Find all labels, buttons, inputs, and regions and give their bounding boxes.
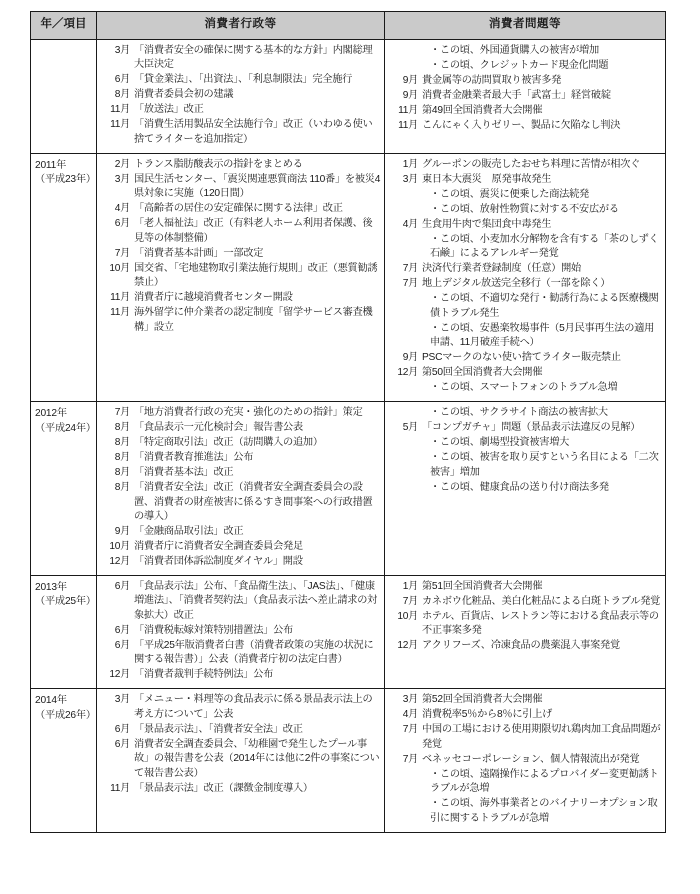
event-month: 6月 <box>114 738 130 750</box>
event-entry <box>388 104 662 118</box>
event-text: 第49回全国消費者大会開催 <box>422 104 543 116</box>
event-text: 消費者委員会初の建議 <box>134 89 234 101</box>
event-text: 消費者庁に消費者安全調査委員会発足 <box>134 541 303 552</box>
year-cell <box>31 402 97 576</box>
event-text: ・この頃、外国通貨購入の被害が増加 <box>430 45 599 56</box>
event-note <box>388 768 662 797</box>
consumer-administration-cell <box>97 40 385 154</box>
event-month: 11月 <box>110 782 130 794</box>
event-entry <box>388 708 662 722</box>
table-row <box>31 689 666 832</box>
event-text: PSCマークのない使い捨てライター販売禁止 <box>422 352 621 364</box>
event-month: 3月 <box>114 173 130 185</box>
event-month: 11月 <box>110 292 130 304</box>
event-month: 10月 <box>109 541 130 552</box>
event-entry <box>100 247 381 261</box>
event-entry <box>100 639 381 668</box>
event-text: トランス脂肪酸表示の指針をまとめる <box>134 158 303 170</box>
event-text: 生食用牛肉で集団食中毒発生 <box>422 218 552 230</box>
event-text: 「食品表示法」公布、「食品衛生法」、「JAS法」、「健康増進法」、「消費者契約法」（食品表示法へ差止請求の対象拡大）改正 <box>134 580 378 621</box>
event-entry <box>388 351 662 365</box>
event-entry <box>388 610 662 639</box>
event-text: アクリフーズ、冷凍食品の農薬混入事案発覚 <box>422 640 620 652</box>
event-text: 「貸金業法」、「出資法」、「利息制限法」完全施行 <box>134 74 353 86</box>
event-text: ・この頃、クレジットカード現金化問題 <box>430 59 609 71</box>
event-text: ・この頃、海外事業者とのバイナリーオプション取引に関するトラブルが急増 <box>430 798 658 824</box>
column-header-consumer-administration: 消費者行政等 <box>97 12 385 40</box>
year-label-japanese-era: （平成26年） <box>35 709 96 721</box>
event-text: 海外留学に仲介業者の認定制度「留学サービス審査機構」設立 <box>134 307 373 333</box>
event-month: 9月 <box>114 526 130 538</box>
event-text: 「景品表示法」改正（課徴金制度導入） <box>134 782 313 794</box>
event-entry <box>100 118 381 147</box>
event-month: 6月 <box>114 218 130 230</box>
consumer-issues-cell <box>385 40 666 154</box>
event-text: 地上デジタル放送完全移行（一部を除く） <box>422 278 611 290</box>
event-entry <box>388 218 662 232</box>
event-text: 「放送法」改正 <box>134 104 204 116</box>
event-entry <box>100 262 381 291</box>
table-header <box>31 12 666 40</box>
event-entry <box>100 158 381 172</box>
event-text: 「老人福祉法」改正（有料老人ホーム利用者保護、後見等の体制整備） <box>134 218 373 244</box>
year-cell <box>31 40 97 154</box>
event-note <box>388 188 662 202</box>
event-text: 「特定商取引法」改正（訪問購入の追加） <box>134 437 323 449</box>
event-month: 11月 <box>398 104 418 116</box>
event-text: 貴金属等の訪問買取り被害多発 <box>422 74 562 86</box>
event-entry <box>100 173 381 202</box>
event-note <box>388 322 662 351</box>
event-text: ・この頃、放射性物質に対する不安広がる <box>430 203 619 215</box>
year-cell <box>31 689 97 832</box>
consumer-administration-cell <box>97 689 385 832</box>
event-text: ホテル、百貨店、レストラン等における食品表示等の不正事案多発 <box>422 610 659 637</box>
event-note <box>388 797 662 826</box>
event-month: 5月 <box>402 422 418 434</box>
event-month: 10月 <box>109 262 130 274</box>
event-entry <box>100 436 381 450</box>
event-month: 12月 <box>397 640 418 652</box>
event-month: 4月 <box>402 218 418 230</box>
event-month: 12月 <box>109 555 130 567</box>
event-entry <box>100 103 381 117</box>
event-entry <box>388 173 662 187</box>
event-month: 8月 <box>114 452 130 464</box>
event-text: 第52回全国消費者大会開催 <box>422 694 543 706</box>
event-text: グルーポンの販売したおせち料理に苦情が相次ぐ <box>422 158 641 170</box>
event-entry <box>100 624 381 638</box>
event-text: 「高齢者の居住の安定確保に関する法律」改正 <box>134 203 343 215</box>
event-text: ・この頃、遠隔操作によるプロバイダー変更勧誘トラブルが急増 <box>430 768 659 795</box>
event-month: 7月 <box>402 753 418 765</box>
event-entry <box>100 723 381 737</box>
event-entry <box>388 421 662 435</box>
event-text: 「地方消費者行政の充実・強化のための指針」策定 <box>134 407 363 419</box>
event-entry <box>388 595 662 609</box>
event-entry <box>100 738 381 781</box>
year-label-japanese-era: （平成24年） <box>35 422 96 434</box>
event-text: 「景品表示法」、「消費者安全法」改正 <box>134 723 303 735</box>
event-entry <box>388 723 662 752</box>
event-entry <box>100 306 381 335</box>
event-entry <box>388 89 662 103</box>
event-note <box>388 381 662 395</box>
event-text: 「消費生活用製品安全法施行令」改正（いわゆる使い捨てライターを追加指定） <box>134 119 373 145</box>
event-note <box>388 436 662 450</box>
event-entry <box>388 119 662 133</box>
event-entry <box>100 555 381 569</box>
year-label-japanese-era: （平成25年） <box>35 596 96 608</box>
event-entry <box>100 406 381 420</box>
event-month: 7月 <box>402 724 418 736</box>
event-text: ・この頃、不適切な発行・勧誘行為による医療機関債トラブル発生 <box>430 293 659 319</box>
consumer-administration-cell <box>97 575 385 688</box>
event-entry <box>388 693 662 707</box>
event-month: 2月 <box>114 158 130 170</box>
event-text: 消費者庁に越境消費者センター開設 <box>134 292 293 304</box>
event-text: ・この頃、被害を取り戻すという名目による「二次被害」増加 <box>430 452 659 478</box>
event-month: 8月 <box>114 89 130 101</box>
consumer-issues-cell <box>385 402 666 576</box>
event-entry <box>388 277 662 291</box>
event-text: 「金融商品取引法」改正 <box>134 526 244 538</box>
event-text: 「平成25年版消費者白書（消費者政策の実施の状況に関する報告書）」公表（消費者庁初の法定白書） <box>134 639 374 666</box>
event-month: 11月 <box>110 307 130 319</box>
consumer-issues-cell <box>385 689 666 832</box>
event-month: 4月 <box>402 709 418 721</box>
event-entry <box>388 580 662 594</box>
consumer-administration-cell <box>97 153 385 401</box>
event-entry <box>100 693 381 722</box>
event-note <box>388 406 662 420</box>
event-month: 12月 <box>397 367 418 379</box>
event-entry <box>100 668 381 682</box>
table-row <box>31 153 666 401</box>
table-row <box>31 402 666 576</box>
event-month: 7月 <box>114 407 130 419</box>
consumer-issues-cell <box>385 575 666 688</box>
event-entry <box>100 782 381 796</box>
event-month: 8月 <box>114 482 130 494</box>
event-text: 国交省、「宅地建物取引業法施行規則」改正（悪質勧誘禁止） <box>134 262 378 289</box>
year-cell <box>31 575 97 688</box>
event-text: 消費者安全調査委員会、「幼稚園で発生したプール事故」の報告書を公表（2014年には他に2件の事案について報告書公表） <box>134 738 380 779</box>
event-month: 7月 <box>114 247 130 259</box>
event-text: カネボウ化粧品、美白化粧品による白斑トラブル発覚 <box>422 595 661 607</box>
table-header-row <box>31 12 666 40</box>
consumer-administration-cell <box>97 402 385 576</box>
event-month: 7月 <box>402 263 418 275</box>
event-text: 「消費者団体訴訟制度ダイヤル」開設 <box>134 555 303 567</box>
event-text: ・この頃、健康食品の送り付け商法多発 <box>430 481 609 493</box>
event-note <box>388 451 662 480</box>
event-text: 「消費者基本計画」一部改定 <box>134 247 264 259</box>
event-text: 「コンプガチャ」問題（景品表示法違反の見解） <box>422 422 641 434</box>
event-month: 3月 <box>402 694 418 706</box>
event-text: 東日本大震災 原発事故発生 <box>422 173 552 185</box>
event-text: 「消費者基本法」改正 <box>134 467 234 479</box>
event-text: 決済代行業者登録制度（任意）開始 <box>422 263 581 275</box>
event-text: 「消費者裁判手続特例法」公布 <box>134 669 274 681</box>
event-entry <box>388 753 662 767</box>
event-text: 「メニュー・料理等の食品表示に係る景品表示法上の考え方について」公表 <box>134 694 373 720</box>
event-entry <box>388 366 662 380</box>
event-month: 3月 <box>402 173 418 185</box>
year-cell <box>31 153 97 401</box>
event-month: 10月 <box>397 610 418 622</box>
event-entry <box>100 481 381 524</box>
event-month: 12月 <box>109 669 130 681</box>
table-body <box>31 40 666 833</box>
year-label-western: 2013年 <box>35 581 67 593</box>
event-text: ・この頃、小麦加水分解物を含有する「茶のしずく石鹸」によるアレルギー発覚 <box>430 233 659 260</box>
event-entry <box>100 421 381 435</box>
event-note <box>388 59 662 73</box>
event-entry <box>100 451 381 465</box>
event-text: ・この頃、サクラサイト商法の被害拡大 <box>430 407 608 419</box>
event-month: 8月 <box>114 422 130 434</box>
event-month: 6月 <box>114 580 130 592</box>
event-text: 国民生活センター、「震災関連悪質商法 110番」を被災4県対象に実施（120日間） <box>134 173 381 200</box>
consumer-affairs-chronology-table <box>30 11 666 833</box>
event-text: 「消費者教育推進法」公布 <box>134 452 254 464</box>
event-note <box>388 44 662 58</box>
consumer-issues-cell <box>385 153 666 401</box>
event-month: 1月 <box>402 158 418 170</box>
event-entry <box>100 217 381 246</box>
event-note <box>388 233 662 262</box>
event-text: 第51回全国消費者大会開催 <box>422 580 543 592</box>
event-entry <box>100 580 381 623</box>
event-text: 中国の工場における使用期限切れ鶏肉加工食品問題が発覚 <box>422 724 661 750</box>
event-entry <box>100 44 381 73</box>
event-text: ・この頃、震災に便乗した商法続発 <box>430 188 589 200</box>
event-note <box>388 203 662 217</box>
event-month: 3月 <box>114 694 130 706</box>
event-text: 「消費税転嫁対策特別措置法」公布 <box>134 624 293 636</box>
event-month: 11月 <box>110 104 130 116</box>
event-entry <box>388 158 662 172</box>
column-header-consumer-issues: 消費者問題等 <box>385 12 666 40</box>
event-month: 8月 <box>114 467 130 479</box>
event-entry <box>100 291 381 305</box>
table-row <box>31 575 666 688</box>
event-entry <box>100 466 381 480</box>
event-month: 4月 <box>114 203 130 215</box>
event-note <box>388 481 662 495</box>
year-label-western: 2011年 <box>35 159 67 171</box>
event-text: 「消費者安全法」改正（消費者安全調査委員会の設置、消費者の財産被害に係るすき間事案への行政措置の導入） <box>134 482 373 523</box>
event-month: 6月 <box>114 624 130 636</box>
event-month: 6月 <box>114 639 130 651</box>
event-entry <box>388 74 662 88</box>
event-month: 9月 <box>402 352 418 364</box>
event-text: ベネッセコーポレーション、個人情報流出が発覚 <box>422 753 640 765</box>
event-text: ・この頃、劇場型投資被害増大 <box>430 437 570 449</box>
event-entry <box>100 73 381 87</box>
event-entry <box>388 639 662 653</box>
event-text: 「消費者安全の確保に関する基本的な方針」内閣総理大臣決定 <box>134 45 373 71</box>
column-header-year: 年／項目 <box>31 12 97 40</box>
year-label-japanese-era: （平成23年） <box>35 174 96 186</box>
event-entry <box>100 525 381 539</box>
event-month: 6月 <box>114 74 130 86</box>
event-month: 6月 <box>114 723 130 735</box>
event-text: こんにゃく入りゼリー、製品に欠陥なし判決 <box>422 119 621 131</box>
event-month: 11月 <box>110 119 130 131</box>
event-month: 7月 <box>402 278 418 290</box>
event-month: 1月 <box>402 580 418 592</box>
event-text: 消費税率5％から8％に引上げ <box>422 709 553 721</box>
event-month: 3月 <box>114 45 130 56</box>
event-text: ・この頃、安愚楽牧場事件（5月民事再生法の適用申請、11月破産手続へ） <box>430 322 655 349</box>
event-month: 11月 <box>398 119 418 131</box>
event-text: 第50回全国消費者大会開催 <box>422 367 543 379</box>
event-entry <box>100 202 381 216</box>
event-entry <box>100 88 381 102</box>
table-row <box>31 40 666 154</box>
event-month: 9月 <box>402 89 418 101</box>
event-text: 「食品表示一元化検討会」報告書公表 <box>134 422 303 434</box>
event-note <box>388 292 662 321</box>
event-entry <box>388 262 662 276</box>
event-month: 8月 <box>114 437 130 449</box>
event-text: 消費者金融業者最大手「武富士」経営破綻 <box>422 89 611 101</box>
event-month: 9月 <box>402 74 418 86</box>
event-entry <box>100 540 381 554</box>
event-text: ・この頃、スマートフォンのトラブル急増 <box>430 382 618 394</box>
year-label-western: 2014年 <box>35 695 67 707</box>
year-label-western: 2012年 <box>35 408 67 420</box>
event-month: 7月 <box>402 595 418 607</box>
